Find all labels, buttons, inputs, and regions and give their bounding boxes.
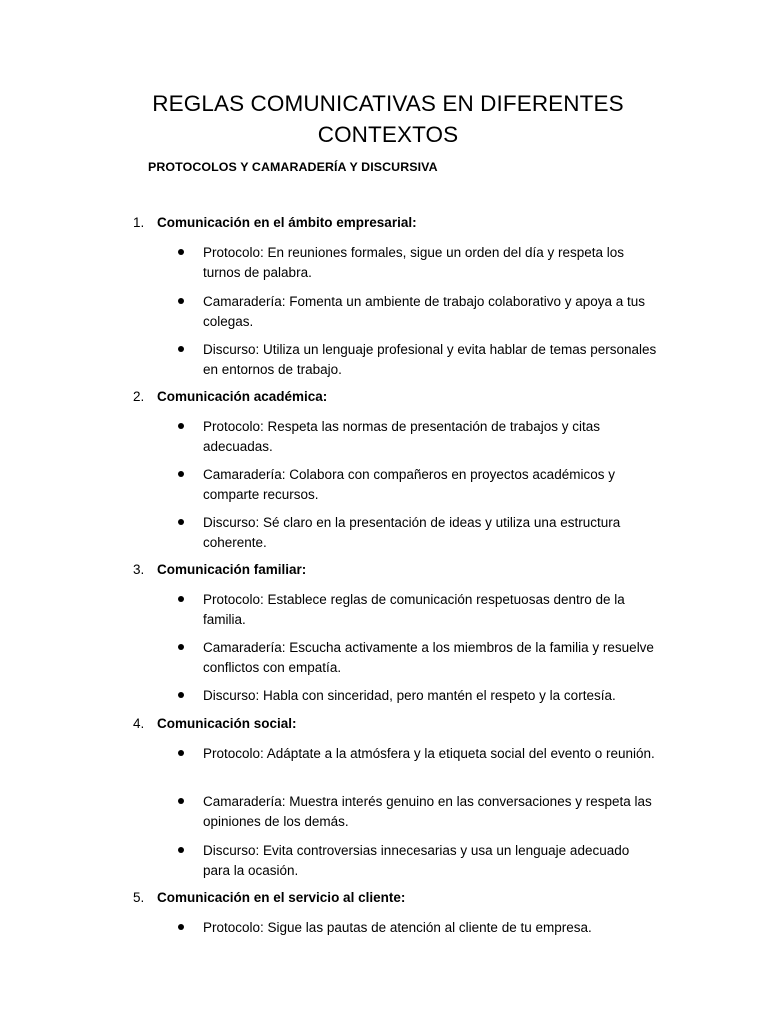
bullet-icon [178,750,184,756]
section-heading [0,889,768,907]
section-number: 1. [133,215,145,230]
list-item-text: Discurso: Evita controversias innecesarias y usa un lenguaje adecuado para la ocasión. [203,843,630,878]
bullet-icon [178,346,184,352]
list-item-text: Discurso: Utiliza un lenguaje profesional y evita hablar de temas personales en entornos de trabajo. [203,342,657,377]
bullet-icon [178,847,184,853]
section-heading [0,214,768,232]
bullet-icon [178,596,184,602]
section-academica [0,388,768,550]
bullet-icon [178,471,184,477]
list-item-text: Protocolo: Respeta las normas de presentación de trabajos y citas adecuadas. [203,419,600,454]
section-title: Comunicación familiar: [157,562,307,577]
section-heading [0,388,768,406]
section-familiar [0,561,768,703]
bullet-icon [178,644,184,650]
document-subtitle: PROTOCOLOS Y CAMARADERÍA Y DISCURSIVA [148,160,438,174]
section-social [0,715,768,878]
document-title: REGLAS COMUNICATIVAS EN DIFERENTES CONTEXTOS [152,91,624,147]
bullet-icon [178,692,184,698]
section-title: Comunicación en el servicio al cliente: [157,890,406,905]
bullet-icon [178,423,184,429]
list-item-text: Protocolo: En reuniones formales, sigue un orden del día y respeta los turnos de palabra. [203,245,624,280]
bullet-icon [178,924,184,930]
section-title: Comunicación académica: [157,389,328,404]
list-item-text: Protocolo: Establece reglas de comunicación respetuosas dentro de la familia. [203,592,625,627]
section-heading [0,561,768,579]
list-item-text: Protocolo: Sigue las pautas de atención al cliente de tu empresa. [203,920,592,935]
bullet-icon [178,519,184,525]
section-number: 4. [133,716,145,731]
list-item-text: Camaradería: Colabora con compañeros en proyectos académicos y comparte recursos. [203,467,615,502]
list-item-text: Discurso: Habla con sinceridad, pero mantén el respeto y la cortesía. [203,688,616,703]
section-heading [0,715,768,733]
list-item-text: Camaradería: Fomenta un ambiente de trabajo colaborativo y apoya a tus colegas. [203,294,646,329]
section-empresarial [0,214,768,377]
list-item-text: Camaradería: Escucha activamente a los miembros de la familia y resuelve conflictos con empatía. [203,640,654,675]
section-title: Comunicación en el ámbito empresarial: [157,215,417,230]
list-item-text: Discurso: Sé claro en la presentación de ideas y utiliza una estructura coherente. [203,515,621,550]
bullet-icon [178,298,184,304]
section-number: 2. [133,389,145,404]
bullet-icon [178,249,184,255]
section-title: Comunicación social: [157,716,297,731]
list-item-text: Camaradería: Muestra interés genuino en las conversaciones y respeta las opiniones de los demás. [203,794,652,829]
section-servicio-cliente [0,889,768,935]
list-item-text: Protocolo: Adáptate a la atmósfera y la etiqueta social del evento o reunión. [203,746,655,761]
section-number: 3. [133,562,145,577]
section-number: 5. [133,890,145,905]
bullet-icon [178,798,184,804]
